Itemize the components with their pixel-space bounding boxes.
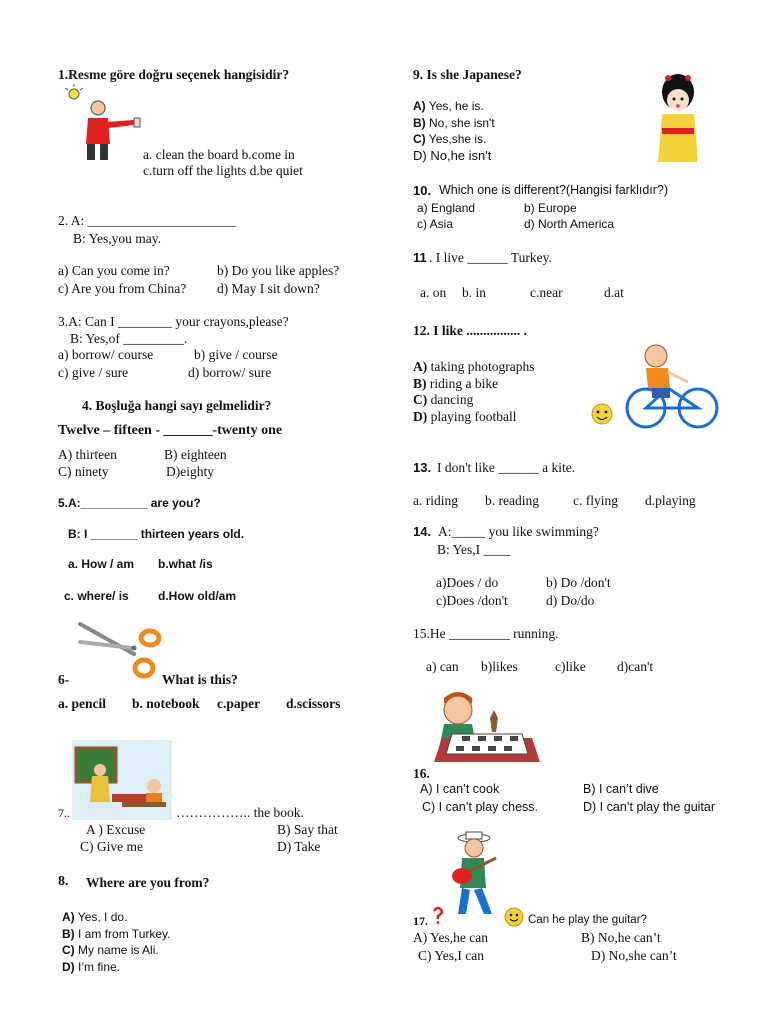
q15-option-a: a) can bbox=[426, 659, 459, 674]
lightbulb-icon bbox=[65, 84, 83, 99]
q5-line-a: 5.A:__________ are you? bbox=[58, 496, 201, 510]
q7-option-b: B) Say that bbox=[277, 822, 338, 837]
smiley-icon bbox=[500, 906, 526, 928]
q3-line-a: 3.A: Can I ________ your crayons,please? bbox=[58, 314, 289, 329]
q2-option-c: c) Are you from China? bbox=[58, 281, 187, 296]
q12-option-b: B) riding a bike bbox=[413, 376, 499, 391]
q3-option-d: d) borrow/ sure bbox=[188, 365, 272, 380]
q13-option-c: c. flying bbox=[573, 493, 618, 508]
japanese-girl-illustration bbox=[648, 70, 708, 166]
q7-option-a: A ) Excuse bbox=[86, 822, 146, 837]
smiley-icon bbox=[592, 404, 612, 424]
q11-option-a: a. on bbox=[420, 285, 447, 300]
q10-option-c: c) Asia bbox=[417, 217, 454, 231]
q16-option-d: D) I can’t play the guitar bbox=[583, 800, 716, 814]
q3-option-a: a) borrow/ course bbox=[58, 347, 154, 362]
q2-line-b: B: Yes,you may. bbox=[73, 231, 162, 246]
q6-title: What is this? bbox=[162, 672, 238, 687]
q11-option-b: b. in bbox=[462, 285, 487, 300]
q2-option-b: b) Do you like apples? bbox=[217, 263, 340, 278]
q13-option-b: b. reading bbox=[485, 493, 539, 508]
classroom-teacher-illustration bbox=[72, 740, 172, 820]
q15-option-b: b)likes bbox=[481, 659, 518, 674]
q6-option-c: c.paper bbox=[217, 696, 261, 711]
q2-option-a: a) Can you come in? bbox=[58, 263, 170, 278]
q14-line-b: B: Yes,I ____ bbox=[437, 542, 511, 557]
q14-number: 14. bbox=[413, 524, 432, 539]
q17-option-a: A) Yes,he can bbox=[413, 930, 488, 945]
q16-option-c: C) I can’t play chess. bbox=[422, 800, 539, 814]
q17-option-b: B) No,he can’t bbox=[581, 930, 661, 945]
q11-option-c: c.near bbox=[530, 285, 563, 300]
q16-option-b: B) I can’t dive bbox=[583, 782, 659, 796]
q14-option-b: b) Do /don't bbox=[546, 575, 611, 590]
q4-option-c: C) ninety bbox=[58, 464, 109, 479]
q9-option-c: C) Yes,she is. bbox=[413, 132, 487, 146]
q13-number: 13. bbox=[413, 460, 432, 475]
q16-number: 16. bbox=[413, 766, 430, 781]
q10-option-b: b) Europe bbox=[524, 201, 577, 215]
q1-options-line1: a. clean the board b.come in bbox=[143, 147, 295, 162]
q4-option-a: A) thirteen bbox=[58, 447, 117, 462]
q16-option-a: A) I can’t cook bbox=[420, 782, 500, 796]
boy-playing-chess-illustration bbox=[432, 688, 544, 768]
q9-title: 9. Is she Japanese? bbox=[413, 67, 522, 82]
q12-title: 12. I like ................ . bbox=[413, 323, 528, 338]
q14-option-a: a)Does / do bbox=[436, 575, 499, 590]
q11-option-d: d.at bbox=[604, 285, 624, 300]
q8-number: 8. bbox=[58, 874, 69, 889]
q10-option-a: a) England bbox=[417, 201, 476, 215]
q3-line-b: B: Yes,of _________. bbox=[70, 331, 188, 346]
q7-text: …………….. the book. bbox=[176, 805, 304, 820]
q8-title: Where are you from? bbox=[86, 875, 210, 890]
q8-option-a: A) Yes, I do. bbox=[62, 910, 128, 924]
q5-line-b: B: I _______ thirteen years old. bbox=[68, 527, 245, 541]
q13-option-d: d.playing bbox=[645, 493, 696, 508]
q5-option-c: c. where/ is bbox=[64, 589, 129, 603]
q9-option-b: B) No, she isn't bbox=[413, 116, 495, 130]
q3-option-c: c) give / sure bbox=[58, 365, 129, 380]
q9-option-d: D) No,he isn't bbox=[413, 148, 492, 163]
q6-number: 6- bbox=[58, 672, 70, 687]
q9-option-a: A) Yes, he is. bbox=[413, 99, 484, 113]
q12-option-c: C) dancing bbox=[413, 392, 474, 407]
q17-option-d: D) No,she can’t bbox=[591, 948, 677, 963]
q11-number: 11 bbox=[413, 250, 427, 265]
q15-option-c: c)like bbox=[555, 659, 586, 674]
q8-option-d: D) I’m fine. bbox=[62, 960, 121, 974]
q4-sequence: Twelve – fifteen - _______-twenty one bbox=[58, 423, 283, 438]
q2-option-d: d) May I sit down? bbox=[217, 281, 320, 296]
q3-option-b: b) give / course bbox=[194, 347, 278, 362]
q11-text: . I live ______ Turkey. bbox=[429, 250, 552, 265]
q4-title: 4. Boşluğa hangi sayı gelmelidir? bbox=[82, 398, 272, 413]
q17-number: 17. bbox=[413, 914, 428, 928]
q17-option-c: C) Yes,I can bbox=[418, 948, 484, 963]
scissors-icon bbox=[76, 618, 164, 682]
q6-option-b: b. notebook bbox=[132, 696, 200, 711]
q8-option-c: C) My name is Ali. bbox=[62, 943, 159, 957]
q14-option-c: c)Does /don't bbox=[436, 593, 508, 608]
man-light-switch-illustration bbox=[58, 84, 148, 162]
q6-option-a: a. pencil bbox=[58, 696, 107, 711]
q14-line-a: A:_____ you like swimming? bbox=[438, 524, 599, 539]
q7-option-c: C) Give me bbox=[80, 839, 143, 854]
q2-line-a: 2. A: ______________________ bbox=[58, 213, 237, 228]
question-mark-icon bbox=[432, 906, 444, 924]
q12-option-a: A) taking photographs bbox=[413, 359, 535, 374]
q15-option-d: d)can't bbox=[617, 659, 654, 674]
q8-option-b: B) I am from Turkey. bbox=[62, 927, 171, 941]
q5-option-b: b.what /is bbox=[158, 557, 213, 571]
q10-number: 10. bbox=[413, 183, 432, 198]
q10-option-d: d) North America bbox=[524, 217, 615, 231]
q14-option-d: d) Do/do bbox=[546, 593, 595, 608]
q17-title: Can he play the guitar? bbox=[528, 914, 647, 926]
q1-title: 1.Resme göre doğru seçenek hangisidir? bbox=[58, 67, 290, 82]
boy-riding-bike-illustration bbox=[588, 342, 723, 430]
q7-number: 7.. bbox=[58, 806, 70, 820]
q5-option-d: d.How old/am bbox=[158, 589, 236, 603]
q7-option-d: D) Take bbox=[277, 839, 321, 854]
q6-option-d: d.scissors bbox=[286, 696, 341, 711]
q10-title: Which one is different?(Hangisi farklıdır?) bbox=[439, 183, 669, 197]
q5-option-a: a. How / am bbox=[68, 557, 135, 571]
q12-option-d: D) playing football bbox=[413, 409, 517, 424]
q13-option-a: a. riding bbox=[413, 493, 458, 508]
q15-text: 15.He _________ running. bbox=[413, 626, 559, 641]
q4-option-d: D)eighty bbox=[166, 464, 214, 479]
q1-options-line2: c.turn off the lights d.be quiet bbox=[143, 163, 303, 178]
q13-text: I don't like ______ a kite. bbox=[437, 460, 576, 475]
q4-option-b: B) eighteen bbox=[164, 447, 227, 462]
